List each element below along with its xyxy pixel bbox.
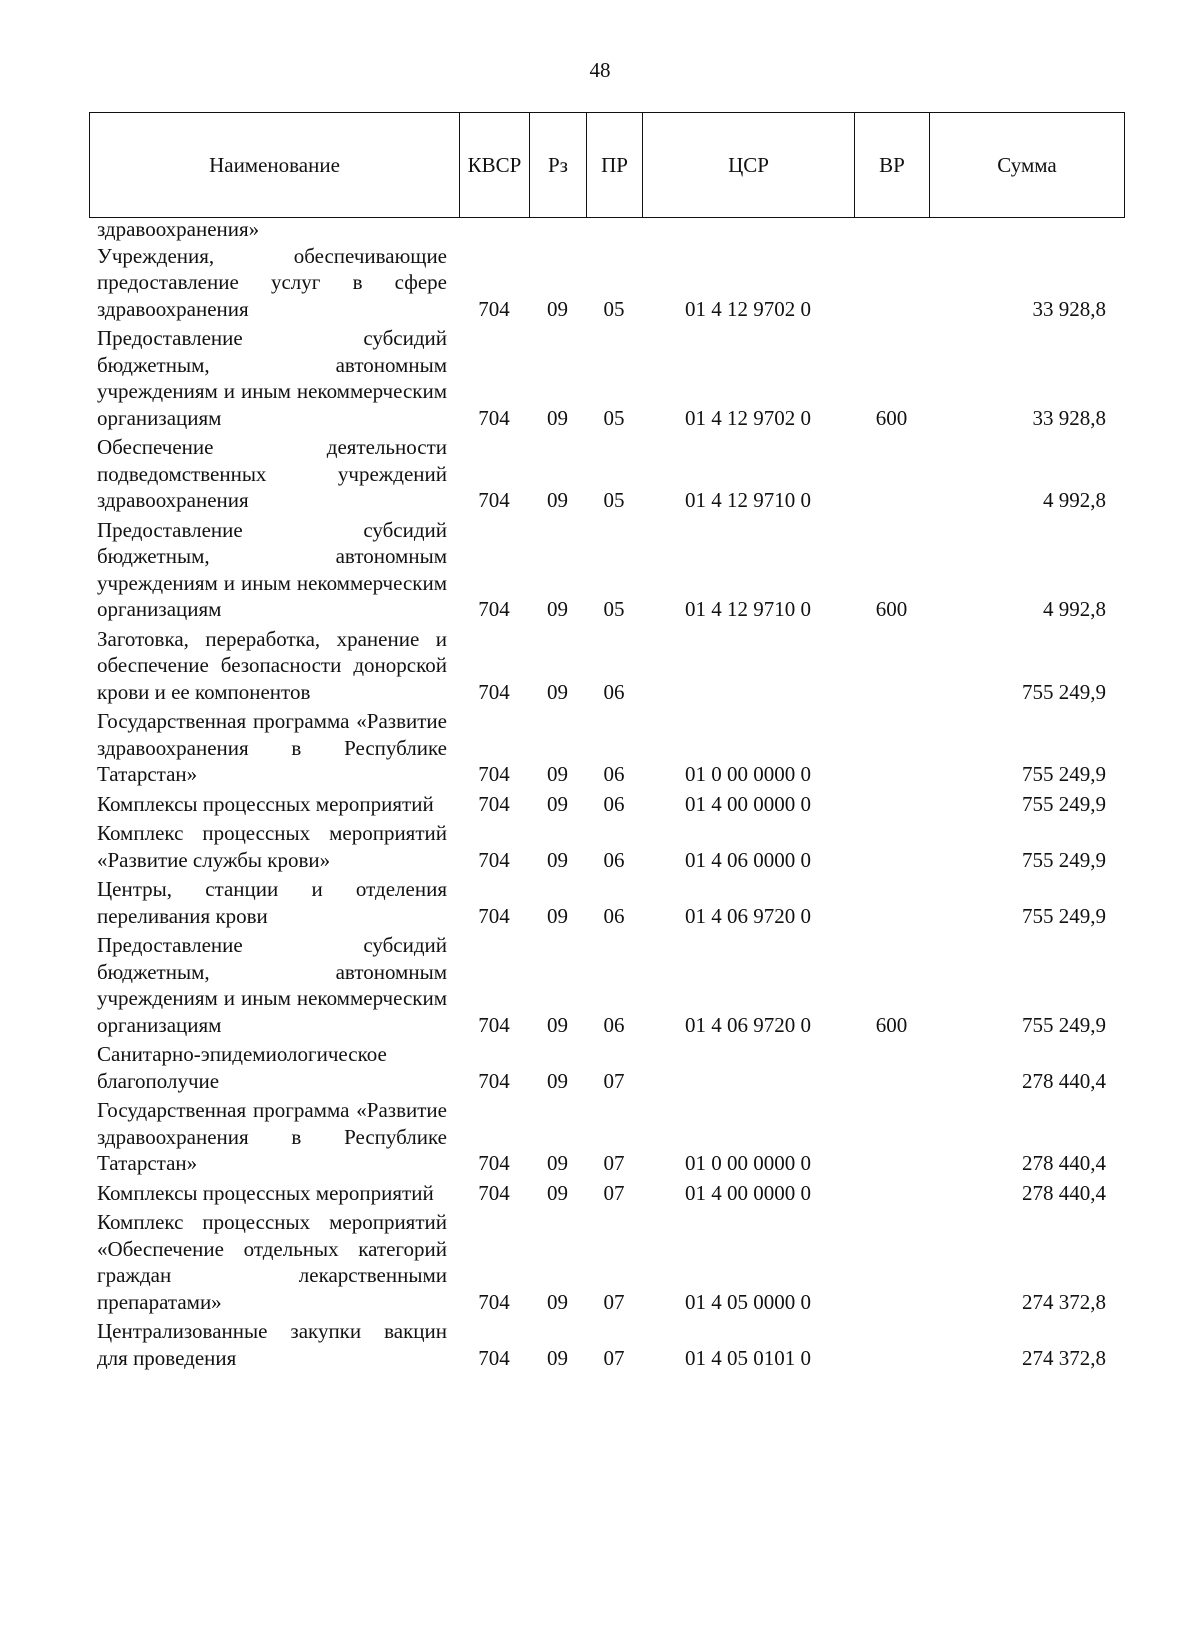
table-row [89, 705, 1124, 788]
table-row [89, 1315, 1124, 1371]
table-row [89, 817, 1124, 873]
cell-pr: 05 [603, 405, 625, 430]
header-sum: Сумма [930, 113, 1125, 218]
table-row [89, 788, 1124, 818]
header-pr: ПР [587, 113, 643, 218]
cell-csr: 01 4 05 0101 0 [685, 1345, 811, 1370]
continuation-text: здравоохранения» [97, 217, 260, 241]
cell-vr [854, 873, 929, 929]
cell-sum: 278 440,4 [1022, 1151, 1106, 1175]
cell-vr [854, 1094, 929, 1177]
cell-name: Заготовка, переработка, хранение и обеспечение безопасности донорской крови и ее компонентов [97, 626, 447, 704]
cell-name: Санитарно-эпидемиологическое благополучие [97, 1042, 387, 1093]
cell-csr: 01 0 00 0000 0 [685, 1151, 811, 1175]
header-csr: ЦСР [643, 113, 855, 218]
cell-pr: 07 [603, 1345, 625, 1370]
cell-sum: 4 992,8 [1043, 488, 1106, 512]
budget-table [89, 216, 1124, 1371]
cell-pr: 06 [603, 791, 625, 816]
cell-rz: 09 [547, 597, 568, 621]
cell-name: Предоставление субсидий бюджетным, автономным учреждениям и иным некоммерческим организациям [97, 517, 447, 621]
cell-rz: 09 [547, 1345, 568, 1370]
cell-kvsr: 704 [478, 1068, 510, 1093]
cell-sum: 278 440,4 [1022, 1068, 1106, 1093]
cell-rz: 09 [547, 847, 568, 872]
table-row [89, 873, 1124, 929]
cell-vr [854, 623, 929, 706]
cell-kvsr: 704 [478, 405, 510, 430]
cell-name: Предоставление субсидий бюджетным, автономным учреждениям и иным некоммерческим организациям [97, 326, 447, 430]
cell-pr: 05 [603, 597, 625, 621]
cell-rz: 09 [547, 791, 568, 816]
cell-name: Комплекс процессных мероприятий «Обеспечение отдельных категорий граждан лекарственными препаратами» [97, 1210, 447, 1314]
cell-pr: 07 [603, 1180, 625, 1205]
cell-vr [854, 431, 929, 514]
table-row [89, 322, 1124, 431]
cell-vr [854, 1315, 929, 1371]
header-kvsr: КВСР [460, 113, 530, 218]
cell-rz: 09 [547, 1289, 568, 1314]
cell-csr [642, 623, 854, 706]
cell-pr: 06 [603, 762, 625, 786]
cell-sum: 755 249,9 [1022, 762, 1106, 786]
cell-kvsr: 704 [478, 296, 510, 321]
cell-pr: 07 [603, 1289, 625, 1314]
cell-kvsr: 704 [478, 1289, 510, 1314]
cell-vr [854, 1038, 929, 1094]
cell-pr: 07 [603, 1068, 625, 1093]
page-number: 48 [589, 58, 611, 82]
cell-csr: 01 4 06 9720 0 [685, 903, 811, 928]
header-rz: Рз [530, 113, 587, 218]
table-row [89, 243, 1124, 323]
cell-vr [854, 817, 929, 873]
cell-sum: 33 928,8 [1032, 296, 1106, 321]
cell-csr: 01 4 06 0000 0 [685, 847, 811, 872]
cell-vr [854, 788, 929, 818]
cell-pr: 06 [603, 1012, 625, 1037]
table-row [89, 1038, 1124, 1094]
cell-rz: 09 [547, 762, 568, 786]
cell-name: Предоставление субсидий бюджетным, автономным учреждениям и иным некоммерческим организациям [97, 933, 447, 1037]
cell-vr: 600 [875, 405, 908, 430]
cell-kvsr: 704 [478, 1012, 510, 1037]
table-row [89, 1177, 1124, 1207]
cell-csr: 01 4 12 9710 0 [685, 597, 811, 621]
cell-rz: 09 [547, 405, 568, 430]
cell-csr: 01 4 06 9720 0 [685, 1012, 811, 1037]
table-header [89, 112, 1125, 218]
cell-name: Учреждения, обеспечивающие предоставление услуг в сфере здравоохранения [97, 243, 447, 321]
cell-sum: 755 249,9 [1022, 903, 1106, 928]
cell-csr: 01 4 05 0000 0 [685, 1289, 811, 1314]
cell-pr: 05 [603, 488, 625, 512]
header-name: Наименование [90, 113, 460, 218]
cell-rz: 09 [547, 1068, 568, 1093]
table-row [89, 1206, 1124, 1315]
cell-kvsr: 704 [478, 1151, 510, 1175]
cell-kvsr: 704 [478, 679, 510, 704]
cell-kvsr: 704 [478, 791, 510, 816]
cell-kvsr: 704 [478, 1180, 510, 1205]
cell-sum: 274 372,8 [1022, 1289, 1106, 1314]
cell-rz: 09 [547, 1151, 568, 1175]
cell-pr: 07 [603, 1151, 625, 1175]
table-row [89, 431, 1124, 514]
cell-sum: 755 249,9 [1022, 679, 1106, 704]
cell-name: Комплекс процессных мероприятий «Развитие службы крови» [97, 821, 447, 872]
cell-vr: 600 [875, 597, 908, 621]
cell-rz: 09 [547, 488, 568, 512]
cell-csr: 01 4 12 9710 0 [685, 488, 811, 512]
cell-csr: 01 4 00 0000 0 [685, 1180, 811, 1205]
cell-name: Государственная программа «Развитие здравоохранения в Республике Татарстан» [97, 1098, 447, 1175]
cell-name: Обеспечение деятельности подведомственных учреждений здравоохранения [97, 435, 447, 512]
cell-pr: 05 [603, 296, 625, 321]
cell-pr: 06 [603, 903, 625, 928]
cell-name: Центры, станции и отделения переливания крови [97, 877, 447, 928]
cell-kvsr: 704 [478, 762, 510, 786]
cell-kvsr: 704 [478, 597, 510, 621]
cell-rz: 09 [547, 1180, 568, 1205]
cell-pr: 06 [603, 847, 625, 872]
cell-pr: 06 [603, 679, 625, 704]
cell-name: Комплексы процессных мероприятий [97, 1180, 434, 1205]
cell-kvsr: 704 [478, 903, 510, 928]
cell-sum: 278 440,4 [1022, 1180, 1106, 1205]
cell-kvsr: 704 [478, 1345, 510, 1370]
cell-sum: 755 249,9 [1022, 847, 1106, 872]
continuation-row [89, 216, 1124, 243]
cell-rz: 09 [547, 1012, 568, 1037]
cell-kvsr: 704 [478, 488, 510, 512]
cell-vr: 600 [875, 1012, 908, 1037]
table-row [89, 1094, 1124, 1177]
header-vr: ВР [855, 113, 930, 218]
cell-rz: 09 [547, 296, 568, 321]
cell-vr [854, 243, 929, 323]
cell-sum: 274 372,8 [1022, 1345, 1106, 1370]
cell-vr [854, 1177, 929, 1207]
cell-csr [642, 1038, 854, 1094]
cell-sum: 755 249,9 [1022, 1012, 1106, 1037]
cell-name: Комплексы процессных мероприятий [97, 791, 434, 816]
cell-csr: 01 4 00 0000 0 [685, 791, 811, 816]
cell-csr: 01 4 12 9702 0 [685, 405, 811, 430]
cell-name: Государственная программа «Развитие здравоохранения в Республике Татарстан» [97, 709, 447, 786]
cell-sum: 4 992,8 [1043, 597, 1106, 621]
cell-csr: 01 4 12 9702 0 [685, 296, 811, 321]
cell-rz: 09 [547, 903, 568, 928]
cell-kvsr: 704 [478, 847, 510, 872]
cell-csr: 01 0 00 0000 0 [685, 762, 811, 786]
table-row [89, 623, 1124, 706]
cell-sum: 33 928,8 [1032, 405, 1106, 430]
cell-name: Централизованные закупки вакцин для проведения [97, 1319, 447, 1370]
table-row [89, 929, 1124, 1038]
cell-rz: 09 [547, 679, 568, 704]
cell-vr [854, 1206, 929, 1315]
table-row [89, 514, 1124, 623]
cell-vr [854, 705, 929, 788]
cell-sum: 755 249,9 [1022, 791, 1106, 816]
